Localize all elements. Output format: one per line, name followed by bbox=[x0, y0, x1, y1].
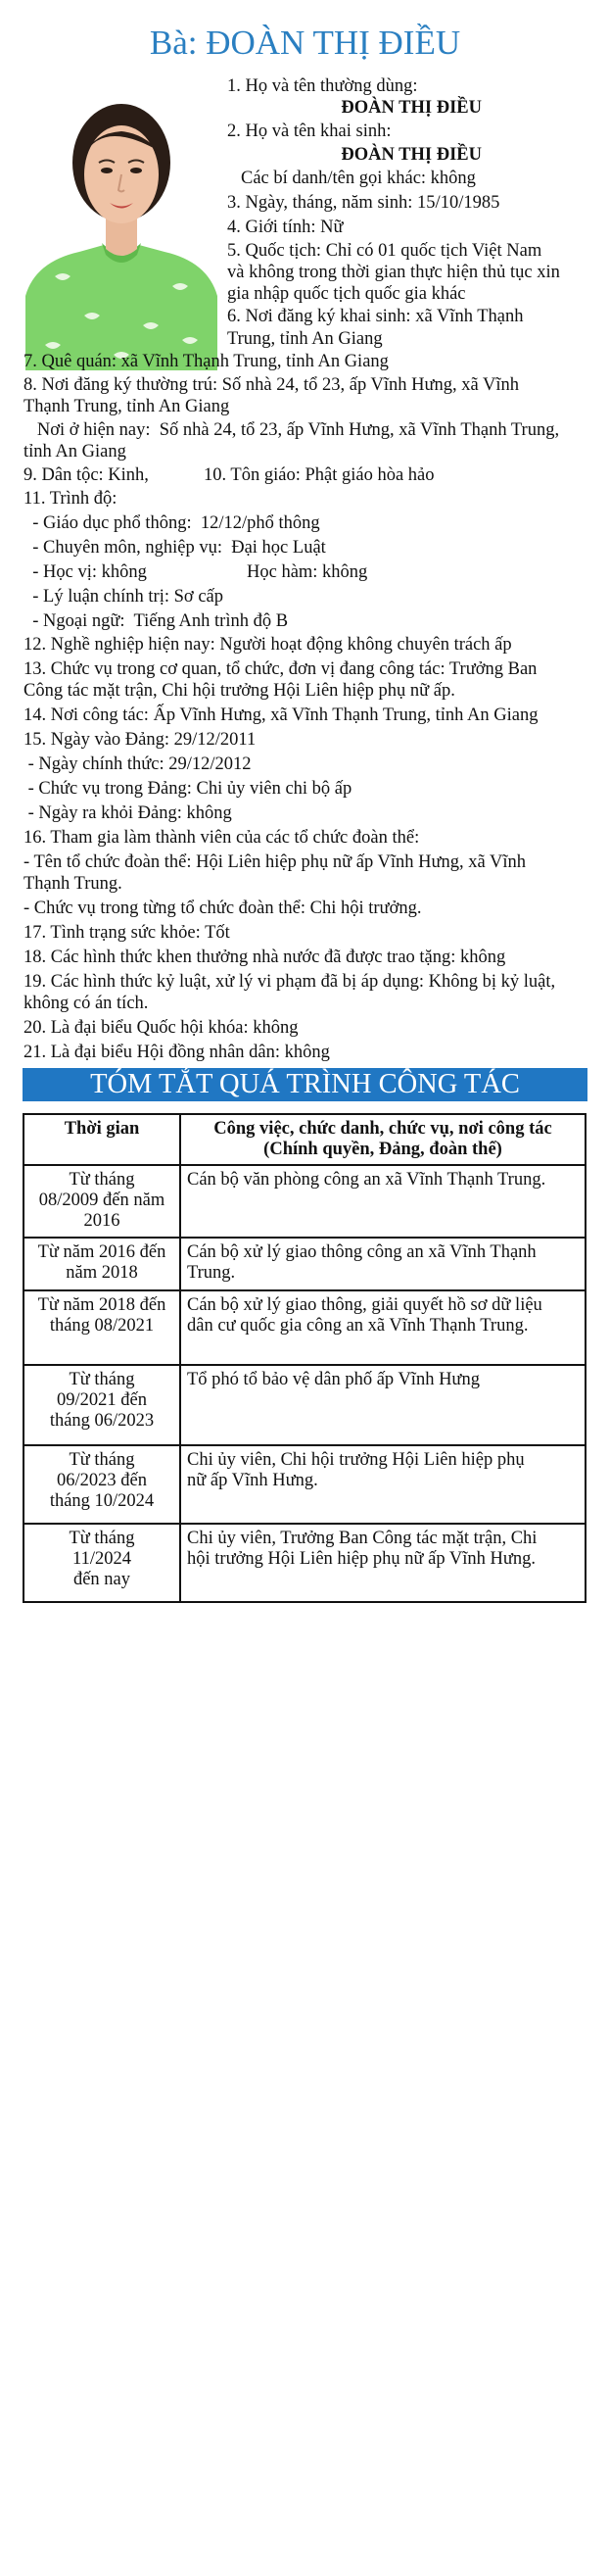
field-academic-title: Học hàm: không bbox=[247, 562, 368, 582]
row-time bbox=[23, 1445, 180, 1524]
portrait-photo bbox=[25, 90, 217, 370]
field-current-address-cont: tỉnh An Giang bbox=[23, 442, 126, 462]
field-awards: 18. Các hình thức khen thưởng nhà nước đã được trao tặng: không bbox=[23, 948, 506, 967]
row-time bbox=[23, 1165, 180, 1238]
field-nationality-cont2: gia nhập quốc tịch quốc gia khác bbox=[227, 284, 466, 304]
field-nationality-cont1: và không trong thời gian thực hiện thủ tục xin bbox=[227, 263, 560, 282]
work-history-table bbox=[23, 1113, 587, 1603]
work-line: Chi ủy viên, Chi hội trưởng Hội Liên hiệp phụ bbox=[187, 1450, 525, 1470]
work-line: Cán bộ xử lý giao thông công an xã Vĩnh Thạnh bbox=[187, 1242, 537, 1262]
row-time bbox=[23, 1290, 180, 1365]
header-time: Thời gian bbox=[23, 1114, 180, 1165]
field-foreign-language: - Ngoại ngữ: Tiếng Anh trình độ B bbox=[23, 611, 289, 631]
field-religion: 10. Tôn giáo: Phật giáo hòa hảo bbox=[204, 465, 435, 485]
row-work bbox=[180, 1165, 586, 1238]
header-work-line2: (Chính quyền, Đảng, đoàn thể) bbox=[263, 1140, 502, 1159]
header-work-line1: Công việc, chức danh, chức vụ, nơi công tác bbox=[213, 1119, 552, 1139]
work-line: dân cư quốc gia công an xã Vĩnh Thạnh Trung. bbox=[187, 1316, 529, 1336]
field-alias: Các bí danh/tên gọi khác: không bbox=[241, 169, 476, 188]
table-row bbox=[23, 1365, 586, 1445]
field-birth-name-value: ĐOÀN THỊ ĐIỀU bbox=[341, 145, 482, 165]
field-birth-name-label: 2. Họ và tên khai sinh: bbox=[227, 122, 392, 141]
field-birth-registration-cont: Trung, tỉnh An Giang bbox=[227, 329, 383, 349]
field-nationality: 5. Quốc tịch: Chỉ có 01 quốc tịch Việt Nam bbox=[227, 241, 542, 261]
time-line: Từ tháng bbox=[69, 1529, 135, 1548]
time-line: 09/2021 đến bbox=[57, 1390, 147, 1410]
time-line: tháng 06/2023 bbox=[49, 1411, 155, 1431]
field-common-name-label: 1. Họ và tên thường dùng: bbox=[227, 76, 418, 96]
table-row bbox=[23, 1445, 586, 1524]
work-line: Cán bộ văn phòng công an xã Vĩnh Thạnh Trung. bbox=[187, 1170, 546, 1190]
time-line: 08/2009 đến năm bbox=[38, 1191, 165, 1210]
header-work bbox=[180, 1114, 586, 1165]
table-row bbox=[23, 1238, 586, 1290]
page-title: Bà: ĐOÀN THỊ ĐIỀU bbox=[149, 24, 461, 62]
table-header-row bbox=[23, 1114, 586, 1165]
field-party-join-date: 15. Ngày vào Đảng: 29/12/2011 bbox=[23, 730, 257, 750]
field-position: 13. Chức vụ trong cơ quan, tổ chức, đơn vị đang công tác: Trưởng Ban bbox=[23, 659, 538, 679]
field-common-name-value: ĐOÀN THỊ ĐIỀU bbox=[341, 98, 482, 118]
field-residence-cont: Thạnh Trung, tỉnh An Giang bbox=[23, 397, 230, 416]
field-organizations: 16. Tham gia làm thành viên của các tổ chức đoàn thể: bbox=[23, 828, 420, 848]
row-work bbox=[180, 1445, 586, 1524]
field-position-cont: Công tác mặt trận, Chi hội trưởng Hội Liên hiệp phụ nữ ấp. bbox=[23, 681, 455, 701]
time-line: Từ năm 2018 đến bbox=[37, 1295, 166, 1315]
time-line: đến nay bbox=[72, 1570, 131, 1589]
row-work bbox=[180, 1238, 586, 1290]
time-line: Từ tháng bbox=[69, 1370, 135, 1389]
field-occupation: 12. Nghề nghiệp hiện nay: Người hoạt động không chuyên trách ấp bbox=[23, 635, 512, 655]
table-row bbox=[23, 1524, 586, 1602]
field-party-position: - Chức vụ trong Đảng: Chi ủy viên chi bộ ấp bbox=[23, 779, 352, 799]
work-line: Cán bộ xử lý giao thông, giải quyết hồ sơ dữ liệu bbox=[187, 1295, 542, 1315]
field-birth-registration: 6. Nơi đăng ký khai sinh: xã Vĩnh Thạnh bbox=[227, 307, 524, 326]
field-health: 17. Tình trạng sức khỏe: Tốt bbox=[23, 923, 230, 943]
field-national-assembly: 20. Là đại biểu Quốc hội khóa: không bbox=[23, 1018, 299, 1038]
work-line: Trung. bbox=[187, 1263, 236, 1283]
field-specialty: - Chuyên môn, nghiệp vụ: Đại học Luật bbox=[23, 538, 326, 558]
time-line: 11/2024 bbox=[72, 1549, 131, 1569]
time-line: 2016 bbox=[83, 1211, 120, 1231]
work-line: Tổ phó tổ bảo vệ dân phố ấp Vĩnh Hưng bbox=[187, 1370, 480, 1389]
work-history-banner: TÓM TẮT QUÁ TRÌNH CÔNG TÁC bbox=[23, 1068, 587, 1101]
field-discipline-cont: không có án tích. bbox=[23, 994, 149, 1013]
time-line: 06/2023 đến bbox=[57, 1471, 147, 1490]
field-ethnicity: 9. Dân tộc: Kinh, bbox=[23, 465, 149, 485]
row-work bbox=[180, 1290, 586, 1365]
time-line: tháng 08/2021 bbox=[49, 1316, 155, 1336]
field-current-address: Nơi ở hiện nay: Số nhà 24, tổ 23, ấp Vĩnh Hưng, xã Vĩnh Thạnh Trung, bbox=[23, 420, 560, 440]
field-general-education: - Giáo dục phổ thông: 12/12/phổ thông bbox=[23, 513, 320, 533]
field-residence: 8. Nơi đăng ký thường trú: Số nhà 24, tổ 23, ấp Vĩnh Hưng, xã Vĩnh bbox=[23, 375, 520, 395]
field-organization-role: - Chức vụ trong từng tổ chức đoàn thể: Chi hội trưởng. bbox=[23, 899, 422, 918]
field-organization-name-cont: Thạnh Trung. bbox=[23, 874, 122, 894]
work-line: Chi ủy viên, Trưởng Ban Công tác mặt trận, Chi bbox=[187, 1529, 538, 1548]
row-time bbox=[23, 1524, 180, 1602]
field-birthdate: 3. Ngày, tháng, năm sinh: 15/10/1985 bbox=[227, 193, 500, 213]
work-line: nữ ấp Vĩnh Hưng. bbox=[187, 1471, 318, 1490]
table-row bbox=[23, 1290, 586, 1365]
row-work bbox=[180, 1524, 586, 1602]
row-work bbox=[180, 1365, 586, 1445]
field-organization-name: - Tên tổ chức đoàn thể: Hội Liên hiệp phụ nữ ấp Vĩnh Hưng, xã Vĩnh bbox=[23, 852, 527, 872]
time-line: tháng 10/2024 bbox=[49, 1491, 155, 1511]
row-time bbox=[23, 1365, 180, 1445]
field-peoples-council: 21. Là đại biểu Hội đồng nhân dân: không bbox=[23, 1043, 330, 1062]
row-time bbox=[23, 1238, 180, 1290]
time-line: năm 2018 bbox=[66, 1263, 138, 1283]
time-line: Từ năm 2016 đến bbox=[37, 1242, 166, 1262]
field-hometown: 7. Quê quán: xã Vĩnh Thạnh Trung, tỉnh An Giang bbox=[23, 352, 389, 371]
time-line: Từ tháng bbox=[69, 1450, 135, 1470]
field-education-heading: 11. Trình độ: bbox=[23, 489, 117, 509]
field-political-theory: - Lý luận chính trị: Sơ cấp bbox=[23, 587, 223, 607]
time-line: Từ tháng bbox=[69, 1170, 135, 1190]
field-discipline: 19. Các hình thức kỷ luật, xử lý vi phạm đã bị áp dụng: Không bị kỷ luật, bbox=[23, 972, 556, 992]
field-party-leave-date: - Ngày ra khỏi Đảng: không bbox=[23, 803, 232, 823]
field-party-official-date: - Ngày chính thức: 29/12/2012 bbox=[23, 754, 252, 774]
field-degree: - Học vị: không bbox=[23, 562, 147, 582]
table-row bbox=[23, 1165, 586, 1238]
field-gender: 4. Giới tính: Nữ bbox=[227, 218, 344, 237]
field-workplace: 14. Nơi công tác: Ấp Vĩnh Hưng, xã Vĩnh Thạnh Trung, tỉnh An Giang bbox=[23, 705, 539, 725]
work-line: hội trưởng Hội Liên hiệp phụ nữ ấp Vĩnh Hưng. bbox=[187, 1549, 537, 1569]
